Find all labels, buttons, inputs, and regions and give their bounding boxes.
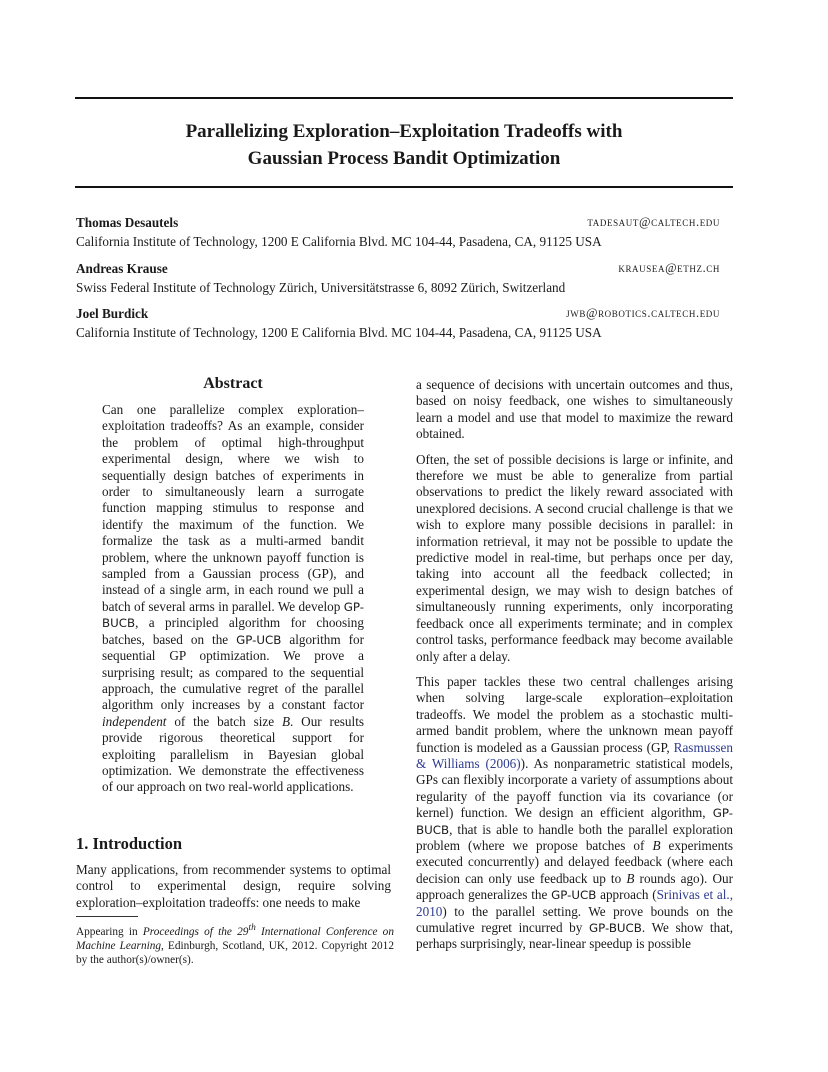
abstract-part: of the batch size <box>166 713 282 729</box>
emphasis: independent <box>102 713 167 729</box>
author-3 <box>76 304 720 342</box>
citation-link[interactable]: Srinivas et al., 2010 <box>416 887 734 919</box>
author-email[interactable]: krausea@ethz.ch <box>618 261 720 275</box>
author-1 <box>76 213 720 251</box>
author-name: Joel Burdick <box>76 306 149 321</box>
algorithm-name: GP-UCB <box>236 632 282 647</box>
paragraph <box>416 674 733 953</box>
text-part: , that is able to handle both the parallel exploration problem (where we propose batches of <box>416 821 733 853</box>
top-rule <box>75 97 733 99</box>
author-email[interactable]: tadesaut@caltech.edu <box>587 215 720 229</box>
text-part: ) to the parallel setting. We prove bounds on the cumulative regret incurred by <box>416 903 733 935</box>
text-part: This paper tackles these two central challenges arising when solving large-scale exploration–exploitation tradeoffs. We model the problem as a stochastic multi-armed bandit problem, where the unknown mean payoff function is modeled as a Gaussian process (GP, <box>416 673 733 755</box>
author-2 <box>76 259 720 297</box>
footnote-rule <box>76 916 138 917</box>
right-column <box>416 377 733 962</box>
footnote-part: International Conference on Machine Learning <box>76 925 394 952</box>
text-part: rounds ago). Our approach generalizes the <box>416 870 733 903</box>
author-affiliation: California Institute of Technology, 1200 E California Blvd. MC 104-44, Pasadena, CA, 91125 USA <box>76 325 602 340</box>
author-affiliation: Swiss Federal Institute of Technology Zürich, Universitätstrasse 6, 8092 Zürich, Switzerland <box>76 280 566 295</box>
abstract-part: Can one parallelize complex exploration–exploitation tradeoffs? As an example, consider the problem of optimal high-throughput experimental design, where we wish to sequentially design batches of experiments in order to simultaneously learn a surrogate function mapping stimulus to response and identify the maximum of the function. We formalize the task as a multi-armed bandit problem, where the unknown payoff function is sampled from a Gaussian process (GP), and instead of a single arm, in each round we pull a batch of several arms in parallel. We develop <box>102 402 364 614</box>
intro-paragraph: Many applications, from recommender systems to optimal control to experimental design, require solving exploration–exploitation tradeoffs: one needs to make <box>76 862 391 910</box>
author-affiliation: California Institute of Technology, 1200 E California Blvd. MC 104-44, Pasadena, CA, 91125 USA <box>76 234 602 249</box>
math-var: B <box>626 870 635 886</box>
citation-link[interactable]: Rasmussen & Williams (2006) <box>416 739 733 771</box>
paper-title <box>75 118 733 172</box>
math-var: B <box>652 837 661 853</box>
algorithm-name: GP-BUCB <box>589 921 642 935</box>
footnote-sup: th <box>248 923 256 933</box>
paragraph: Often, the set of possible decisions is large or infinite, and therefore we must be able to generalize from partial observations to predict the likely reward associated with unexplored decisions. A second crucial challenge is that we wish to explore many possible decisions in parallel: in information retrieval, it may not be possible to update the predictive model in real-time, but perhaps once per day, taking into account all the feedback collected; in experimental design, we may wish to design batches of simultaneously running experiments, only incorporating feedback once all experiments terminate; and in complex control tasks, performance feedback may become available only after a delay. <box>416 451 733 664</box>
abstract-part: , a principled algorithm for choosing batches, based on the <box>102 615 364 647</box>
footnote-part: Appearing in <box>76 925 143 938</box>
title-line-2: Gaussian Process Bandit Optimization <box>247 148 561 169</box>
footnote-part: Proceedings of the 29 <box>142 925 249 938</box>
footnote-part: , Edinburgh, Scotland, UK, 2012. Copyright 2012 by the author(s)/owner(s). <box>76 939 394 967</box>
abstract-part: . Our results provide rigorous theoretical support for exploiting parallelism in Bayesian global optimization. We demonstrate the effectiveness of our approach on two real-world applications. <box>102 713 364 795</box>
text-part: experiments executed concurrently) and delayed feedback (where each decision can only use feedback up to <box>416 837 734 886</box>
math-var: B <box>281 713 291 729</box>
title-line-1: Parallelizing Exploration–Exploitation Tradeoffs with <box>185 121 623 142</box>
paragraph: a sequence of decisions with uncertain outcomes and thus, based on noisy feedback, one wishes to simultaneously learn a model and use that model to maximize the reward obtained. <box>416 377 733 442</box>
text-part: ). As nonparametric statistical models, GPs can flexibly incorporate a variety of assumptions about regularity of the payoff function via its covariance (or kernel) function. We design an efficient algorithm, <box>416 755 733 821</box>
abstract-part: algorithm for sequential GP optimization. We prove a surprising result; as compared to the sequential approach, the cumulative regret of the parallel algorithm only increases by a constant factor <box>102 631 364 713</box>
abstract-heading: Abstract <box>203 375 263 392</box>
algorithm-name: GP-UCB <box>551 888 597 903</box>
footnote <box>76 921 394 967</box>
algorithm-name: GP-BUCB <box>102 599 364 631</box>
author-name: Andreas Krause <box>76 261 168 276</box>
author-name: Thomas Desautels <box>76 215 179 230</box>
text-part: approach ( <box>596 887 657 903</box>
algorithm-name: GP-BUCB <box>416 806 733 837</box>
title-bottom-rule <box>75 186 733 188</box>
author-email[interactable]: jwb@robotics.caltech.edu <box>566 306 720 320</box>
section-heading-introduction: 1. Introduction <box>76 834 183 853</box>
abstract-text <box>102 402 364 796</box>
text-part: . We show that, perhaps surprisingly, near-linear speedup is possible <box>416 920 734 952</box>
